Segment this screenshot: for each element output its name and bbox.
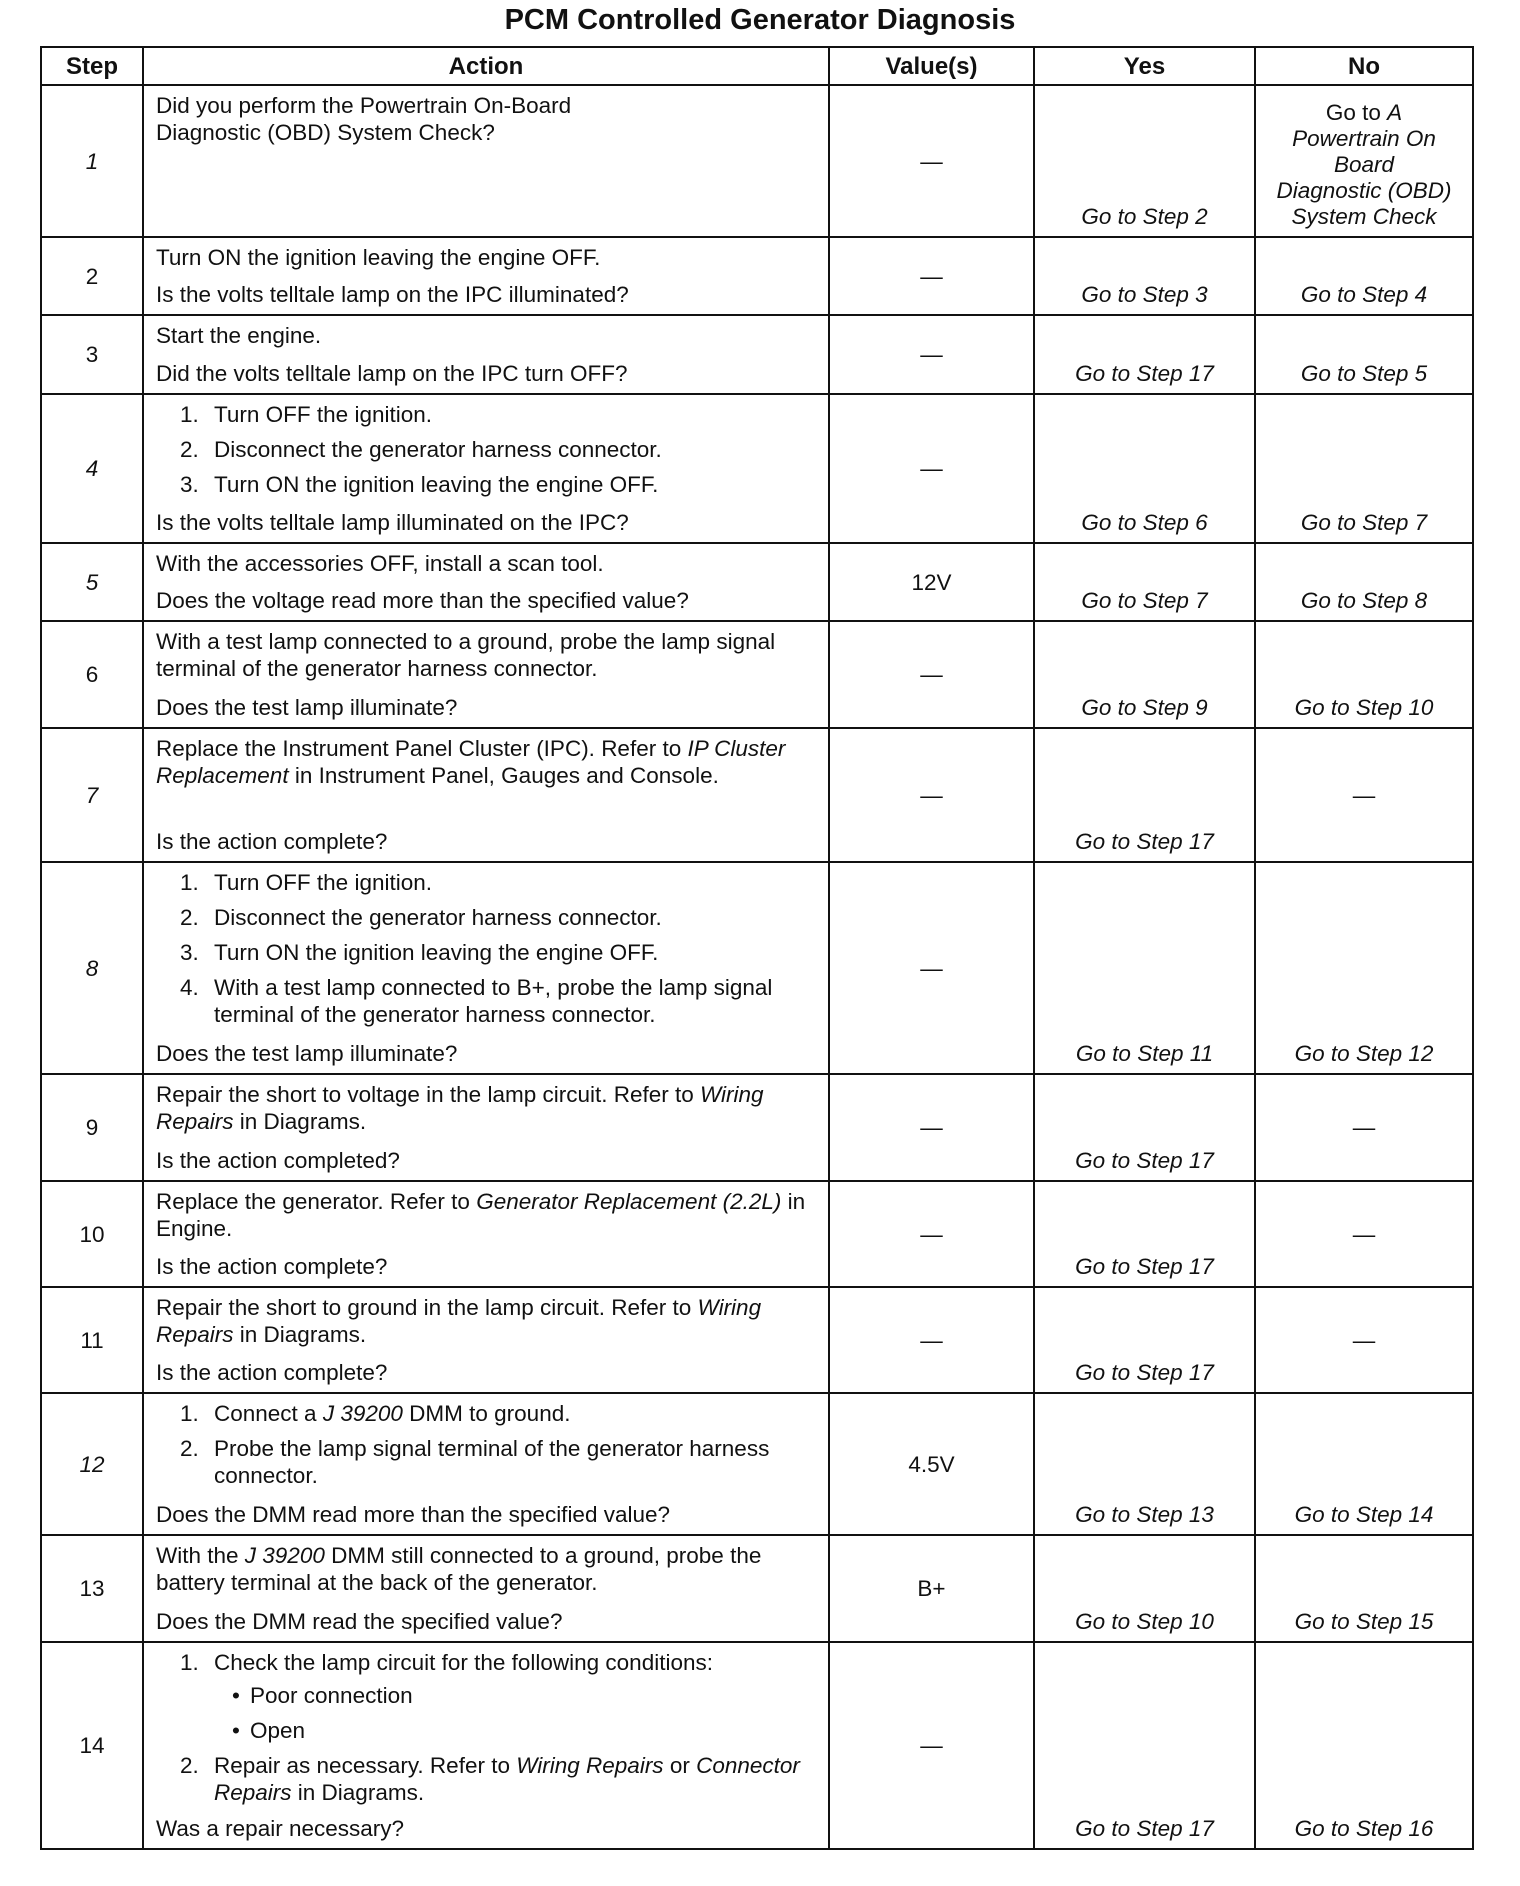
step-number: 12 xyxy=(41,1393,143,1535)
value-dash: — xyxy=(829,85,1034,237)
step-number: 14 xyxy=(41,1642,143,1849)
procedure-item xyxy=(156,1400,818,1427)
value-dash: — xyxy=(829,1642,1034,1849)
no-result: Go to Step 10 xyxy=(1255,621,1473,728)
procedure-list xyxy=(156,1400,818,1489)
emphasis-text: Wiring Repairs xyxy=(156,1295,762,1347)
emphasis-text: Wiring Repairs xyxy=(516,1753,664,1778)
value-dash: — xyxy=(829,315,1034,394)
step-number: 13 xyxy=(41,1535,143,1642)
action-question: Is the action complete? xyxy=(156,1360,388,1385)
step-number: 7 xyxy=(41,728,143,862)
header-row xyxy=(41,47,1473,85)
action-instructions xyxy=(156,322,818,349)
text-run: With a test lamp connected to B+, probe the lamp signal terminal of the generator harness connector. xyxy=(214,975,773,1027)
header-yes: Yes xyxy=(1034,47,1255,85)
action-cell xyxy=(143,862,829,1074)
table-row xyxy=(41,1287,1473,1393)
text-run: Check the lamp circuit for the following conditions: xyxy=(214,1650,713,1675)
procedure-item xyxy=(156,1752,818,1806)
value-dash: — xyxy=(829,1074,1034,1181)
text-run: Turn ON the ignition leaving the engine OFF. xyxy=(214,940,659,965)
procedure-text xyxy=(214,940,658,965)
document-title: PCM Controlled Generator Diagnosis xyxy=(504,4,1016,36)
no-result: Go to Step 15 xyxy=(1255,1535,1473,1642)
action-cell xyxy=(143,1393,829,1535)
table-row xyxy=(41,621,1473,728)
procedure-text xyxy=(214,472,658,497)
action-content xyxy=(156,401,818,536)
table-body xyxy=(41,85,1473,1849)
text-run: Turn OFF the ignition. xyxy=(214,870,433,895)
table-row xyxy=(41,1181,1473,1287)
emphasis-text: J 39200 xyxy=(322,1401,403,1426)
action-instructions xyxy=(156,401,818,506)
procedure-number: 1. xyxy=(180,1650,199,1675)
procedure-item xyxy=(156,1435,818,1489)
table-row xyxy=(41,1642,1473,1849)
procedure-number: 4. xyxy=(180,975,199,1000)
action-cell xyxy=(143,394,829,543)
action-question: Does the test lamp illuminate? xyxy=(156,695,458,720)
value-cell: B+ xyxy=(829,1535,1034,1642)
text-run: Go to xyxy=(1325,100,1388,125)
no-result xyxy=(1255,85,1473,237)
action-question: Is the volts telltale lamp illuminated on the IPC? xyxy=(156,510,629,535)
no-result: Go to Step 8 xyxy=(1255,543,1473,621)
action-instructions xyxy=(156,628,818,682)
step-number: 9 xyxy=(41,1074,143,1181)
procedure-text xyxy=(214,402,432,427)
yes-result: Go to Step 6 xyxy=(1034,394,1255,543)
condition-list xyxy=(214,1682,818,1744)
text-run: Disconnect the generator harness connector. xyxy=(214,905,662,930)
text-run: Connect a xyxy=(214,1401,323,1426)
action-cell xyxy=(143,1287,829,1393)
procedure-list xyxy=(156,869,818,1028)
action-content xyxy=(156,869,818,1067)
procedure-number: 2. xyxy=(180,1436,199,1461)
action-instructions xyxy=(156,92,818,146)
text-run: Diagnostic (OBD) System Check? xyxy=(156,120,495,145)
table-row xyxy=(41,1074,1473,1181)
no-result-dash: — xyxy=(1255,1181,1473,1287)
action-content xyxy=(156,1400,818,1528)
action-content xyxy=(156,1188,818,1280)
no-result: Go to Step 14 xyxy=(1255,1393,1473,1535)
yes-result: Go to Step 13 xyxy=(1034,1393,1255,1535)
emphasis-text: Generator Replacement (2.2L) xyxy=(476,1189,782,1214)
text-run: Turn ON the ignition leaving the engine OFF. xyxy=(214,472,659,497)
action-question: Does the DMM read more than the specified value? xyxy=(156,1502,671,1527)
action-instructions xyxy=(156,1188,818,1242)
yes-result: Go to Step 17 xyxy=(1034,1074,1255,1181)
action-question: Is the action complete? xyxy=(156,1254,388,1279)
action-instructions xyxy=(156,869,818,1036)
action-content xyxy=(156,1649,818,1842)
no-result: Go to Step 7 xyxy=(1255,394,1473,543)
action-cell xyxy=(143,543,829,621)
text-run: Probe the lamp signal terminal of the generator harness connector. xyxy=(214,1436,770,1488)
procedure-item xyxy=(156,869,818,896)
text-run: With a test lamp connected to a ground, probe the lamp signal terminal of the generator harness connector. xyxy=(156,629,776,681)
action-paragraph xyxy=(156,550,818,577)
yes-result: Go to Step 17 xyxy=(1034,1181,1255,1287)
procedure-item xyxy=(156,904,818,931)
yes-result: Go to Step 17 xyxy=(1034,1642,1255,1849)
procedure-list xyxy=(156,401,818,498)
procedure-number: 2. xyxy=(180,1753,199,1778)
table-row xyxy=(41,85,1473,237)
step-number: 2 xyxy=(41,237,143,315)
header-step: Step xyxy=(41,47,143,85)
value-dash: — xyxy=(829,1181,1034,1287)
table-row xyxy=(41,862,1473,1074)
text-run: Repair as necessary. Refer to xyxy=(214,1753,517,1778)
diagnosis-table xyxy=(40,46,1474,1850)
action-instructions xyxy=(156,1081,818,1135)
yes-result: Go to Step 17 xyxy=(1034,315,1255,394)
procedure-text xyxy=(214,1650,713,1675)
action-instructions xyxy=(156,1542,818,1596)
procedure-text xyxy=(214,870,432,895)
no-result: Go to Step 4 xyxy=(1255,237,1473,315)
text-run: in Diagrams. xyxy=(233,1322,367,1347)
value-dash: — xyxy=(829,862,1034,1074)
no-result-dash: — xyxy=(1255,728,1473,862)
action-question: Was a repair necessary? xyxy=(156,1816,405,1841)
action-content xyxy=(156,1294,818,1386)
action-instructions xyxy=(156,244,818,271)
yes-result: Go to Step 3 xyxy=(1034,237,1255,315)
no-result: Go to Step 12 xyxy=(1255,862,1473,1074)
value-cell: 4.5V xyxy=(829,1393,1034,1535)
action-question: Does the voltage read more than the specified value? xyxy=(156,588,689,613)
action-question: Does the DMM read the specified value? xyxy=(156,1609,563,1634)
text-run: in Diagrams. xyxy=(291,1780,425,1805)
text-run: Replace the Instrument Panel Cluster (IPC). Refer to xyxy=(156,736,688,761)
yes-result: Go to Step 10 xyxy=(1034,1535,1255,1642)
action-content xyxy=(156,1081,818,1174)
header-values: Value(s) xyxy=(829,47,1034,85)
text-run: in Engine. xyxy=(156,1189,806,1241)
action-content xyxy=(156,92,818,230)
emphasis-text: Wiring Repairs xyxy=(156,1082,764,1134)
procedure-number: 2. xyxy=(180,905,199,930)
text-run: Disconnect the generator harness connector. xyxy=(214,437,662,462)
no-result-dash: — xyxy=(1255,1287,1473,1393)
procedure-number: 3. xyxy=(180,940,199,965)
value-dash: — xyxy=(829,621,1034,728)
procedure-item xyxy=(156,401,818,428)
action-paragraph xyxy=(156,735,818,789)
action-paragraph xyxy=(156,322,818,349)
text-run: in Instrument Panel, Gauges and Console. xyxy=(288,763,719,788)
action-question: Is the action completed? xyxy=(156,1148,400,1173)
table-row xyxy=(41,394,1473,543)
value-dash: — xyxy=(829,394,1034,543)
action-instructions xyxy=(156,1400,818,1497)
text-run: DMM to ground. xyxy=(402,1401,571,1426)
action-paragraph xyxy=(156,628,818,682)
emphasis-text: Connector Repairs xyxy=(214,1753,800,1805)
text-run: or xyxy=(663,1753,697,1778)
action-content xyxy=(156,1542,818,1635)
procedure-text xyxy=(214,975,772,1027)
action-question: Did the volts telltale lamp on the IPC turn OFF? xyxy=(156,361,628,386)
action-cell xyxy=(143,85,829,237)
yes-result: Go to Step 7 xyxy=(1034,543,1255,621)
table-row xyxy=(41,543,1473,621)
yes-result: Go to Step 2 xyxy=(1034,85,1255,237)
action-cell xyxy=(143,315,829,394)
condition-item: • Poor connection xyxy=(214,1682,818,1709)
emphasis-text: J 39200 xyxy=(244,1543,325,1568)
action-content xyxy=(156,322,818,387)
procedure-text xyxy=(214,1753,800,1805)
action-instructions xyxy=(156,1649,818,1814)
action-cell xyxy=(143,728,829,862)
text-run: Repair the short to voltage in the lamp circuit. Refer to xyxy=(156,1082,701,1107)
yes-result: Go to Step 11 xyxy=(1034,862,1255,1074)
step-number: 10 xyxy=(41,1181,143,1287)
value-dash: — xyxy=(829,237,1034,315)
action-cell xyxy=(143,621,829,728)
action-paragraph xyxy=(156,1294,818,1348)
action-cell xyxy=(143,1074,829,1181)
step-number: 11 xyxy=(41,1287,143,1393)
table-row xyxy=(41,1535,1473,1642)
action-paragraph xyxy=(156,244,818,271)
text-run: in Diagrams. xyxy=(233,1109,367,1134)
yes-result: Go to Step 17 xyxy=(1034,728,1255,862)
action-question: Is the volts telltale lamp on the IPC illuminated? xyxy=(156,282,629,307)
text-run: Turn OFF the ignition. xyxy=(214,402,433,427)
action-paragraph xyxy=(156,1188,818,1242)
text-run: Did you perform the Powertrain On-Board xyxy=(156,93,572,118)
action-cell xyxy=(143,237,829,315)
text-run: With the xyxy=(156,1543,245,1568)
action-content xyxy=(156,735,818,855)
procedure-text xyxy=(214,1436,769,1488)
step-number: 8 xyxy=(41,862,143,1074)
value-dash: — xyxy=(829,728,1034,862)
text-run: Replace the generator. Refer to xyxy=(156,1189,477,1214)
action-instructions xyxy=(156,550,818,577)
action-instructions xyxy=(156,1294,818,1348)
text-run: Turn ON the ignition leaving the engine OFF. xyxy=(156,245,601,270)
action-paragraph xyxy=(156,1081,818,1135)
procedure-item xyxy=(156,436,818,463)
no-result-dash: — xyxy=(1255,1074,1473,1181)
text-run: With the accessories OFF, install a scan tool. xyxy=(156,551,604,576)
procedure-list xyxy=(156,1649,818,1806)
action-content xyxy=(156,244,818,308)
procedure-number: 2. xyxy=(180,437,199,462)
action-paragraph xyxy=(156,1542,818,1596)
procedure-item xyxy=(156,939,818,966)
procedure-item xyxy=(156,471,818,498)
procedure-number: 1. xyxy=(180,1401,199,1426)
value-dash: — xyxy=(829,1287,1034,1393)
procedure-text xyxy=(214,437,662,462)
action-cell xyxy=(143,1181,829,1287)
procedure-text xyxy=(214,905,662,930)
action-cell xyxy=(143,1535,829,1642)
action-content xyxy=(156,628,818,721)
procedure-text xyxy=(214,1401,570,1426)
procedure-number: 1. xyxy=(180,402,199,427)
step-number: 4 xyxy=(41,394,143,543)
condition-item: • Open xyxy=(214,1717,818,1744)
action-question: Does the test lamp illuminate? xyxy=(156,1041,458,1066)
action-paragraph xyxy=(156,92,818,146)
procedure-item xyxy=(156,974,818,1028)
table-row xyxy=(41,728,1473,862)
table-row xyxy=(41,237,1473,315)
header-action: Action xyxy=(143,47,829,85)
table-row xyxy=(41,1393,1473,1535)
step-number: 3 xyxy=(41,315,143,394)
header-no: No xyxy=(1255,47,1473,85)
step-number: 6 xyxy=(41,621,143,728)
text-run: Start the engine. xyxy=(156,323,322,348)
text-run: Repair the short to ground in the lamp circuit. Refer to xyxy=(156,1295,698,1320)
procedure-number: 3. xyxy=(180,472,199,497)
procedure-item xyxy=(156,1649,818,1744)
yes-result: Go to Step 17 xyxy=(1034,1287,1255,1393)
action-instructions xyxy=(156,735,818,789)
emphasis-text: IP Cluster Replacement xyxy=(156,736,786,788)
emphasis-text: A xyxy=(1387,100,1403,125)
procedure-number: 1. xyxy=(180,870,199,895)
yes-result: Go to Step 9 xyxy=(1034,621,1255,728)
no-result: Go to Step 16 xyxy=(1255,1642,1473,1849)
table-row xyxy=(41,315,1473,394)
step-number: 1 xyxy=(41,85,143,237)
no-result: Go to Step 5 xyxy=(1255,315,1473,394)
action-cell xyxy=(143,1642,829,1849)
value-cell: 12V xyxy=(829,543,1034,621)
action-question: Is the action complete? xyxy=(156,829,388,854)
action-content xyxy=(156,550,818,614)
emphasis-text: Powertrain On Board Diagnostic (OBD) System Check xyxy=(1276,126,1452,229)
step-number: 5 xyxy=(41,543,143,621)
text-run: DMM still connected to a ground, probe the battery terminal at the back of the generator. xyxy=(156,1543,762,1595)
